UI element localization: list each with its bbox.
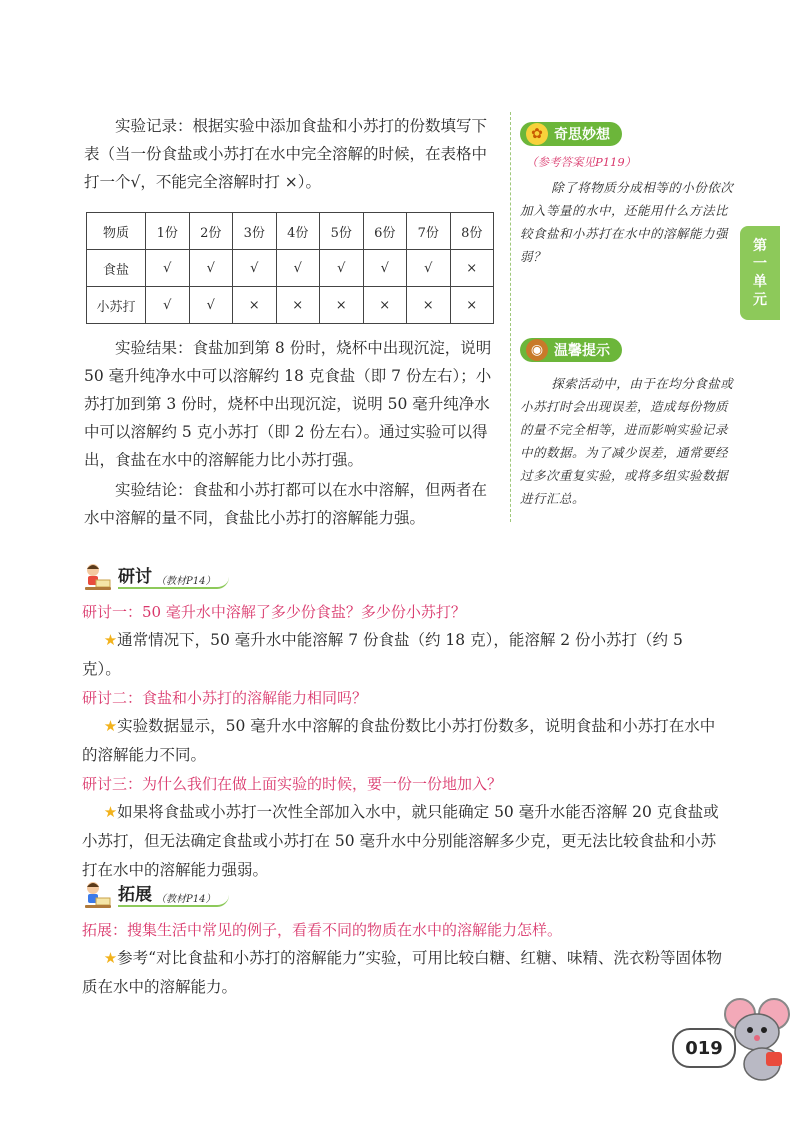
extension-header [82,880,722,910]
column-divider [510,112,511,522]
answer-text: 参考“对比食盐和小苏打的溶解能力”实验，可用比较白糖、红糖、味精、洗衣粉等固体物质在水中的溶解能力。 [82,949,722,996]
answer-text: 实验数据显示，50 毫升水中溶解的食盐份数比小苏打份数多，说明食盐和小苏打在水中的溶解能力不同。 [82,717,716,764]
discussion-ref: （教材P14） [156,576,216,587]
student-reading-icon [82,562,112,592]
tip-badge [520,338,622,362]
record-table [86,212,494,324]
discussion-answer-2 [82,712,722,770]
table-header-cell: 3份 [233,213,277,250]
owl-icon: ◉ [526,339,548,361]
unit-tab-char: 一 [753,256,767,272]
table-cell: × [276,287,320,324]
table-header-cell: 2份 [189,213,233,250]
table-header-cell: 6份 [363,213,407,250]
table-header-cell: 5份 [320,213,364,250]
table-cell: 小苏打 [87,287,146,324]
extension-question: 拓展：搜集生活中常见的例子，看看不同的物质在水中的溶解能力怎样。 [82,921,563,939]
table-cell: √ [320,250,364,287]
main-column [84,112,502,532]
answer-text: 通常情况下，50 毫升水中能溶解 7 份食盐（约 18 克），能溶解 2 份小苏打（约 5 克）。 [82,631,683,678]
student-reading-icon [82,880,112,910]
table-header-cell: 物质 [87,213,146,250]
table-cell: × [363,287,407,324]
table-header-cell: 1份 [146,213,190,250]
extension-ref: （教材P14） [156,894,216,905]
discussion-answer-3 [82,798,722,885]
table-cell: √ [407,250,451,287]
sidebar-idea-box [520,122,740,268]
result-text: 实验结果：食盐加到第 8 份时，烧杯中出现沉淀，说明 50 毫升纯净水中可以溶解约 18 克食盐（即 7 份左右）；小苏打加到第 3 份时，烧杯中出现沉淀，说明 50 毫升纯净水中可以溶解约 5 克小苏打（即 2 份左右）。通过实验可以得出，食盐在水中的溶解能力比小苏打强。 [84,339,492,469]
table-header-cell: 7份 [407,213,451,250]
table-cell: × [450,287,494,324]
conclusion-text: 实验结论：食盐和小苏打都可以在水中溶解，但两者在水中溶解的量不同，食盐比小苏打的溶解能力强。 [84,481,488,527]
table-cell: √ [189,250,233,287]
table-header-cell: 8份 [450,213,494,250]
sidebar-tip-box [520,338,740,510]
discussion-question-3: 研讨三：为什么我们在做上面实验的时候，要一份一份地加入？ [82,775,503,793]
unit-tab-char: 第 [753,238,767,254]
table-cell: √ [276,250,320,287]
table-cell: √ [233,250,277,287]
discussion-title-bar [118,565,229,589]
extension-section [82,880,722,1002]
table-header-row [87,213,494,250]
tip-title: 温馨提示 [554,343,610,359]
star-icon: ★ [103,631,118,649]
table-cell: 食盐 [87,250,146,287]
idea-ref: （参考答案见P119） [526,155,637,169]
extension-answer [82,944,722,1002]
table-row [87,250,494,287]
unit-tab [740,226,780,320]
tip-text: 探索活动中，由于在均分食盐或小苏打时会出现误差，造成每份物质的量不完全相等，进而影响实验记录中的数据。为了减少误差，通常要经过多次重复实验，或将多组实验数据进行汇总。 [520,376,734,506]
answer-text: 如果将食盐或小苏打一次性全部加入水中，就只能确定 50 毫升水能否溶解 20 克食盐或小苏打，但无法确定食盐或小苏打在 50 毫升水中分别能溶解多少克，更无法比较食盐和小苏打在水中的溶解能力强弱。 [82,803,719,879]
discussion-header [82,562,722,592]
record-text: 实验记录：根据实验中添加食盐和小苏打的份数填写下表（当一份食盐或小苏打在水中完全溶解的时候，在表格中打一个√，不能完全溶解时打 ×）。 [84,117,488,191]
extension-title-bar [118,883,229,907]
table-cell: √ [146,287,190,324]
discussion-answer-1 [82,626,722,684]
table-cell: √ [189,287,233,324]
discussion-section [82,562,722,885]
table-cell: √ [363,250,407,287]
unit-tab-char: 单 [753,274,767,290]
unit-tab-char: 元 [753,292,767,308]
sunflower-icon: ✿ [526,123,548,145]
idea-badge [520,122,622,146]
discussion-question-2: 研讨二：食盐和小苏打的溶解能力相同吗？ [82,689,368,707]
idea-text: 除了将物质分成相等的小份依次加入等量的水中，还能用什么方法比较食盐和小苏打在水中的溶解能力强弱？ [520,180,734,264]
table-row [87,287,494,324]
table-cell: × [450,250,494,287]
page-number: 019 [672,1028,736,1068]
table-cell: × [320,287,364,324]
table-cell: × [233,287,277,324]
star-icon: ★ [103,949,118,967]
star-icon: ★ [103,803,118,821]
extension-title: 拓展 [118,885,152,905]
table-cell: √ [146,250,190,287]
discussion-question-1: 研讨一：50 毫升水中溶解了多少份食盐？多少份小苏打？ [82,603,466,621]
idea-title: 奇思妙想 [554,127,610,143]
star-icon: ★ [103,717,118,735]
discussion-title: 研讨 [118,567,152,587]
table-header-cell: 4份 [276,213,320,250]
table-cell: × [407,287,451,324]
